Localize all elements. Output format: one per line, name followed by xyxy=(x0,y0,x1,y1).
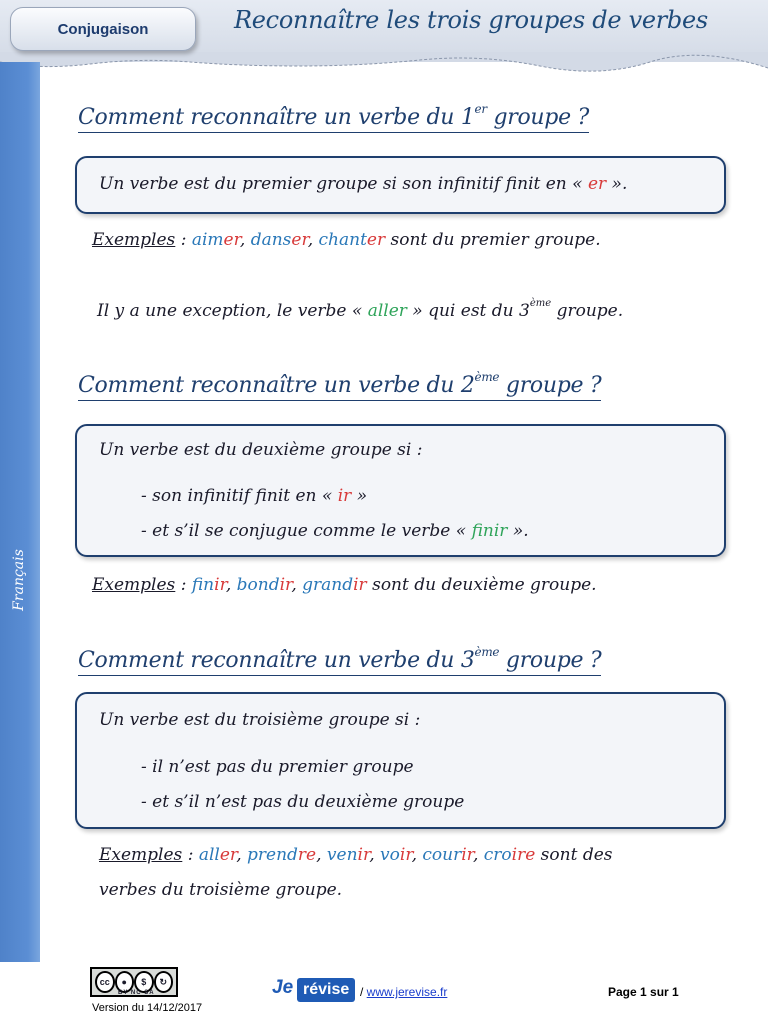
brand-logo-je: Je xyxy=(272,977,294,998)
section2-condition-2 xyxy=(141,521,529,541)
example-stem: dans xyxy=(250,230,292,250)
section2-rule-box xyxy=(75,424,726,557)
example-stem: cour xyxy=(422,845,462,865)
exception-verb: aller xyxy=(367,301,407,321)
version-text: Version du 14/12/2017 xyxy=(92,1002,203,1014)
example-stem: fin xyxy=(191,575,215,595)
example-sep: , xyxy=(472,845,484,865)
examples-colon: : xyxy=(182,845,199,865)
section1-title-sup: er xyxy=(474,102,487,116)
example-ending: er xyxy=(366,230,386,250)
example-stem: aim xyxy=(191,230,224,250)
section3-title xyxy=(78,645,601,676)
exception-text-end: groupe. xyxy=(551,301,624,321)
section1-title xyxy=(78,102,589,133)
example-ending: er xyxy=(291,230,308,250)
example-ending: re xyxy=(297,845,317,865)
category-label: Conjugaison xyxy=(57,20,149,38)
site-link[interactable]: www.jerevise.fr xyxy=(366,985,448,999)
cc-by-label: BY xyxy=(118,990,129,996)
condition-text: - son infinitif finit en « xyxy=(141,486,338,506)
example-stem: vo xyxy=(380,845,400,865)
section3-intro: Un verbe est du troisième groupe si : xyxy=(99,710,421,730)
example-ending: ir xyxy=(214,575,226,595)
section3-rule-box xyxy=(75,692,726,829)
example-ending: ir xyxy=(399,845,412,865)
section1-rule-end: ». xyxy=(606,174,628,194)
cc-labels xyxy=(118,990,155,996)
section2-examples xyxy=(92,575,597,595)
section3-examples-line2: verbes du troisième groupe. xyxy=(99,880,343,900)
examples-suffix: sont des xyxy=(535,845,613,865)
example-sep: , xyxy=(239,230,251,250)
section1-examples xyxy=(92,230,601,250)
examples-label: Exemples xyxy=(92,230,176,250)
example-sep: , xyxy=(225,575,237,595)
section3-examples xyxy=(99,845,613,865)
sa-icon: ↻ xyxy=(154,971,174,993)
examples-suffix: sont du premier groupe. xyxy=(385,230,601,250)
section2-title xyxy=(78,370,601,401)
sidebar-label xyxy=(4,540,34,620)
example-stem: chant xyxy=(318,230,367,250)
example-sep: , xyxy=(236,845,247,865)
site-link-wrap xyxy=(360,985,447,999)
examples-label: Exemples xyxy=(92,575,176,595)
example-stem: ven xyxy=(326,845,358,865)
example-ending: ir xyxy=(279,575,292,595)
example-ending: er xyxy=(223,230,240,250)
brand-logo-revise-text: révise xyxy=(303,981,350,998)
example-stem: all xyxy=(198,845,220,865)
example-stem: cro xyxy=(483,845,512,865)
example-sep: , xyxy=(316,845,327,865)
condition-text: - et s’il se conjugue comme le verbe « xyxy=(141,521,472,541)
example-stem: prend xyxy=(247,845,298,865)
examples-colon: : xyxy=(175,575,192,595)
examples-colon: : xyxy=(175,230,192,250)
exception-sup: ème xyxy=(529,298,552,309)
example-ending: ir xyxy=(357,845,370,865)
category-badge xyxy=(10,7,196,51)
example-sep: , xyxy=(307,230,319,250)
section2-title-sup: ème xyxy=(474,370,500,384)
header-wave xyxy=(0,52,768,78)
example-ending: ir xyxy=(461,845,473,865)
condition-end: » xyxy=(351,486,368,506)
by-icon: ● xyxy=(115,971,135,993)
example-ending: ir xyxy=(353,575,367,595)
section3-title-text: Comment reconnaître un verbe du 3 xyxy=(78,648,475,673)
section3-title-sup: ème xyxy=(474,645,500,659)
exception-text: Il y a une exception, le verbe « xyxy=(97,301,368,321)
page-title: Reconnaître les trois groupes de verbes xyxy=(234,6,708,34)
sidebar-band xyxy=(0,62,40,962)
condition-end: ». xyxy=(507,521,529,541)
example-stem: grand xyxy=(302,575,354,595)
cc-sa-label: SA xyxy=(144,990,155,996)
site-separator: / xyxy=(360,985,367,999)
section3-condition-1: - il n’est pas du premier groupe xyxy=(141,757,414,777)
example-sep: , xyxy=(411,845,423,865)
examples-suffix: sont du deuxième groupe. xyxy=(366,575,597,595)
example-sep: , xyxy=(369,845,381,865)
example-ending: ire xyxy=(511,845,536,865)
section1-rule-term: er xyxy=(587,174,607,194)
cc-nc-label: NC xyxy=(130,990,142,996)
condition-term: finir xyxy=(471,521,508,541)
cc-icon: cc xyxy=(95,971,115,993)
examples-label: Exemples xyxy=(99,845,183,865)
example-ending: er xyxy=(219,845,237,865)
section3-condition-2: - et s’il n’est pas du deuxième groupe xyxy=(141,792,465,812)
nc-icon: $ xyxy=(134,971,154,993)
brand-logo-revise xyxy=(297,978,355,1002)
section1-rule xyxy=(99,174,627,194)
section2-title-text: Comment reconnaître un verbe du 2 xyxy=(78,373,475,398)
section2-title-end: groupe ? xyxy=(499,373,602,398)
condition-term: ir xyxy=(337,486,352,506)
section2-intro: Un verbe est du deuxième groupe si : xyxy=(99,440,423,460)
section1-rule-text: Un verbe est du premier groupe si son infinitif finit en « xyxy=(99,174,588,194)
section1-exception xyxy=(97,298,623,321)
exception-text-mid: » qui est du 3 xyxy=(406,301,530,321)
section1-title-end: groupe ? xyxy=(486,105,589,130)
section3-title-end: groupe ? xyxy=(499,648,602,673)
example-stem: bond xyxy=(236,575,280,595)
section1-title-text: Comment reconnaître un verbe du 1 xyxy=(78,105,475,130)
section2-condition-1 xyxy=(141,486,367,506)
section1-rule-box xyxy=(75,156,726,214)
sidebar-label-text: Français xyxy=(11,549,27,611)
page-number: Page 1 sur 1 xyxy=(608,985,679,999)
example-sep: , xyxy=(291,575,303,595)
